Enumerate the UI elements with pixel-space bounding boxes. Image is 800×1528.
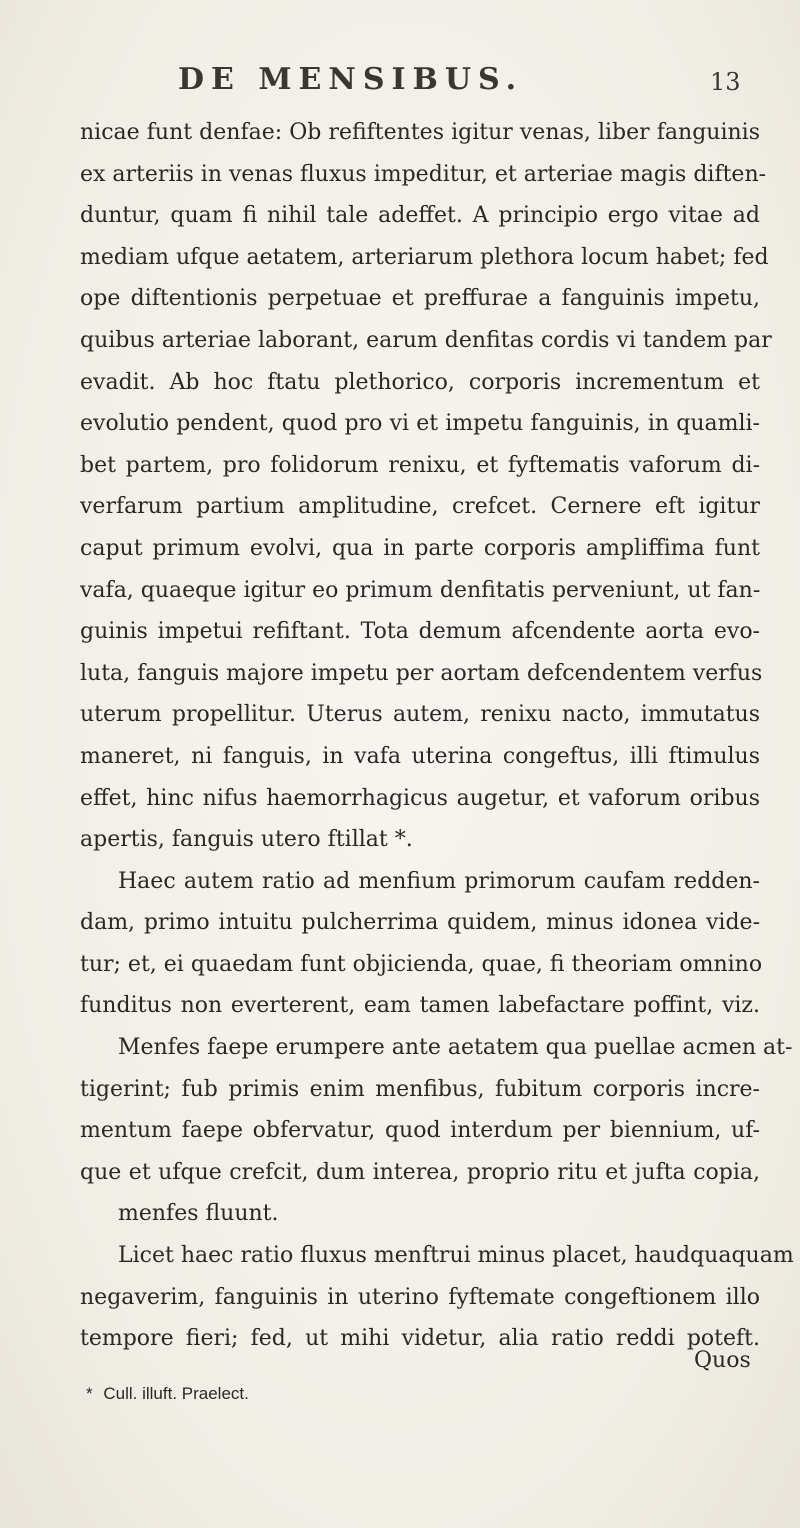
text-line: que et ufque crefcit, dum interea, proprio ritu et jufta copia, [80,1159,760,1185]
footnote-text: Cull. illuft. Praelect. [103,1384,249,1403]
text-line: duntur, quam fi nihil tale adeffet. A principio ergo vitae ad [80,203,760,229]
text-line: evolutio pendent, quod pro vi et impetu fanguinis, in quamli- [80,411,760,437]
text-line: Menfes faepe erumpere ante aetatem qua puellae acmen at- [118,1035,793,1061]
text-line: negaverim, fanguinis in uterino fyftemate congeftionem illo [80,1284,760,1310]
text-line: verfarum partium amplitudine, crefcet. Cernere eft igitur [80,494,760,520]
text-line: mentum faepe obfervatur, quod interdum per biennium, uf- [80,1118,760,1144]
text-line: tigerint; fub primis enim menfibus, fubitum corporis incre- [80,1076,760,1102]
text-line: menfes fluunt. [118,1201,279,1227]
text-line: tur; et, ei quaedam funt objicienda, quae, fi theoriam omnino [80,951,763,977]
page-header [0,62,800,102]
text-line: tempore fieri; fed, ut mihi videtur, alia ratio reddi poteft. [80,1326,760,1352]
footnote-mark: * [86,1384,93,1403]
text-line: luta, fanguis majore impetu per aortam defcendentem verfus [80,660,763,686]
text-line: bet partem, pro folidorum renixu, et fyftematis vaforum di- [80,452,760,478]
text-line: uterum propellitur. Uterus autem, renixu nacto, immutatus [80,702,760,728]
footnote [86,1384,249,1404]
text-line: nicae funt denfae: Ob refiftentes igitur venas, liber fanguinis [80,120,760,145]
text-line: caput primum evolvi, qua in parte corporis ampliffima funt [80,535,760,561]
text-line: maneret, ni fanguis, in vafa uterina congeftus, illi ftimulus [80,743,760,769]
text-line: mediam ufque aetatem, arteriarum plethora locum habet; fed [80,244,769,270]
page-number: 13 [710,68,741,96]
text-line: ope diftentionis perpetuae et preffurae a fanguinis impetu, [80,286,760,312]
text-line: funditus non everterent, eam tamen labefactare poffint, viz. [80,993,760,1019]
text-line: dam, primo intuitu pulcherrima quidem, minus idonea vide- [80,910,760,936]
body-text [80,112,794,1360]
text-line: apertis, fanguis utero ftillat *. [80,827,413,853]
text-line: Haec autem ratio ad menfium primorum caufam redden- [118,868,760,894]
running-title: DE MENSIBUS. [178,62,524,97]
text-line: vafa, quaeque igitur eo primum denfitatis perveniunt, ut fan- [80,577,761,603]
text-line: ex arteriis in venas fluxus impeditur, et arteriae magis diften- [80,161,767,187]
text-line: guinis impetui refiftant. Tota demum afcendente aorta evo- [80,619,760,645]
catchword: Quos [694,1348,751,1373]
text-line: effet, hinc nifus haemorrhagicus augetur, et vaforum oribus [80,785,760,811]
text-line: quibus arteriae laborant, earum denfitas cordis vi tandem par [80,327,772,353]
text-line: evadit. Ab hoc ftatu plethorico, corporis incrementum et [80,369,760,395]
text-line: Licet haec ratio fluxus menftrui minus placet, haudquaquam [118,1243,794,1269]
